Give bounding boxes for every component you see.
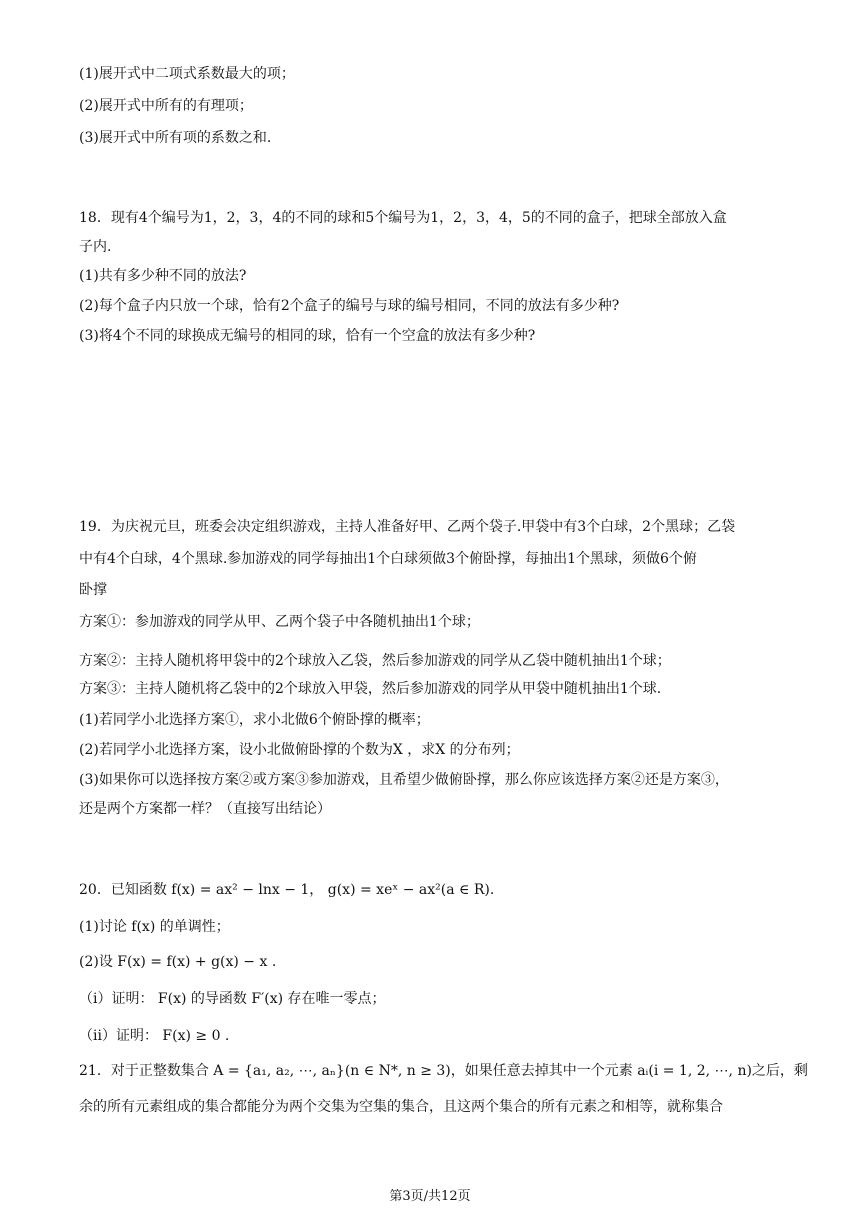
problem17-part3: (3)展开式中所有项的系数之和. xyxy=(79,130,272,146)
problem20-stem: 20．已知函数 f(x) = ax² − lnx − 1， g(x) = xeˣ − ax²(a ∈ R). xyxy=(79,882,495,898)
problem17-part2: (2)展开式中所有的有理项； xyxy=(79,98,253,114)
problem19-part2: (2)若同学小北选择方案，设小北做俯卧撑的个数为X ，求X 的分布列； xyxy=(79,742,520,758)
problem21-stem-line1: 21．对于正整数集合 A = {a₁, a₂, ⋯, aₙ}(n ∈ N*, n ≥ 3)，如果任意去掉其中一个元素 aᵢ(i = 1, 2, ⋯, n)之后，剩 xyxy=(79,1063,808,1079)
problem18-part1: (1)共有多少种不同的放法? xyxy=(79,268,247,284)
problem17-part1: (1)展开式中二项式系数最大的项； xyxy=(79,66,295,82)
page-footer: 第3页/共12页 xyxy=(389,1189,471,1204)
problem19-part3-line2: 还是两个方案都一样？（直接写出结论） xyxy=(79,801,331,817)
problem20-part2-i: （i）证明： F(x) 的导函数 F′(x) 存在唯一零点； xyxy=(79,991,386,1007)
problem19-stem-line3: 卧撑 xyxy=(79,582,107,598)
problem19-part3-line1: (3)如果你可以选择按方案②或方案③参加游戏，且希望少做俯卧撑，那么你应该选择方案②还是方案③， xyxy=(79,772,729,788)
problem20-part2: (2)设 F(x) = f(x) + g(x) − x . xyxy=(79,954,277,970)
problem19-scheme3: 方案③：主持人随机将乙袋中的2个球放入甲袋，然后参加游戏的同学从甲袋中随机抽出1个球. xyxy=(79,681,662,697)
problem18-part2: (2)每个盒子内只放一个球，恰有2个盒子的编号与球的编号相同，不同的放法有多少种? xyxy=(79,298,620,314)
problem19-scheme1: 方案①：参加游戏的同学从甲、乙两个袋子中各随机抽出1个球； xyxy=(79,614,480,630)
problem20-part2-ii: （ii）证明： F(x) ≥ 0 . xyxy=(79,1028,230,1044)
problem19-stem-line1: 19．为庆祝元旦，班委会决定组织游戏，主持人准备好甲、乙两个袋子.甲袋中有3个白球，2个黑球；乙袋 xyxy=(79,519,736,535)
problem21-stem-line2: 余的所有元素组成的集合都能分为两个交集为空集的集合，且这两个集合的所有元素之和相等，就称集合 xyxy=(79,1099,723,1115)
problem18-stem-line2: 子内. xyxy=(79,239,112,255)
problem19-scheme2: 方案②：主持人随机将甲袋中的2个球放入乙袋，然后参加游戏的同学从乙袋中随机抽出1个球； xyxy=(79,653,671,669)
problem20-part1: (1)讨论 f(x) 的单调性； xyxy=(79,919,230,935)
problem18-part3: (3)将4个不同的球换成无编号的相同的球，恰有一个空盒的放法有多少种? xyxy=(79,328,536,344)
problem19-stem-line2: 中有4个白球，4个黑球.参加游戏的同学每抽出1个白球须做3个俯卧撑，每抽出1个黑球，须做6个俯 xyxy=(79,551,697,567)
problem18-stem-line1: 18．现有4个编号为1，2，3，4的不同的球和5个编号为1，2，3，4，5的不同的盒子，把球全部放入盒 xyxy=(79,210,727,226)
problem19-part1: (1)若同学小北选择方案①，求小北做6个俯卧撑的概率； xyxy=(79,712,430,728)
